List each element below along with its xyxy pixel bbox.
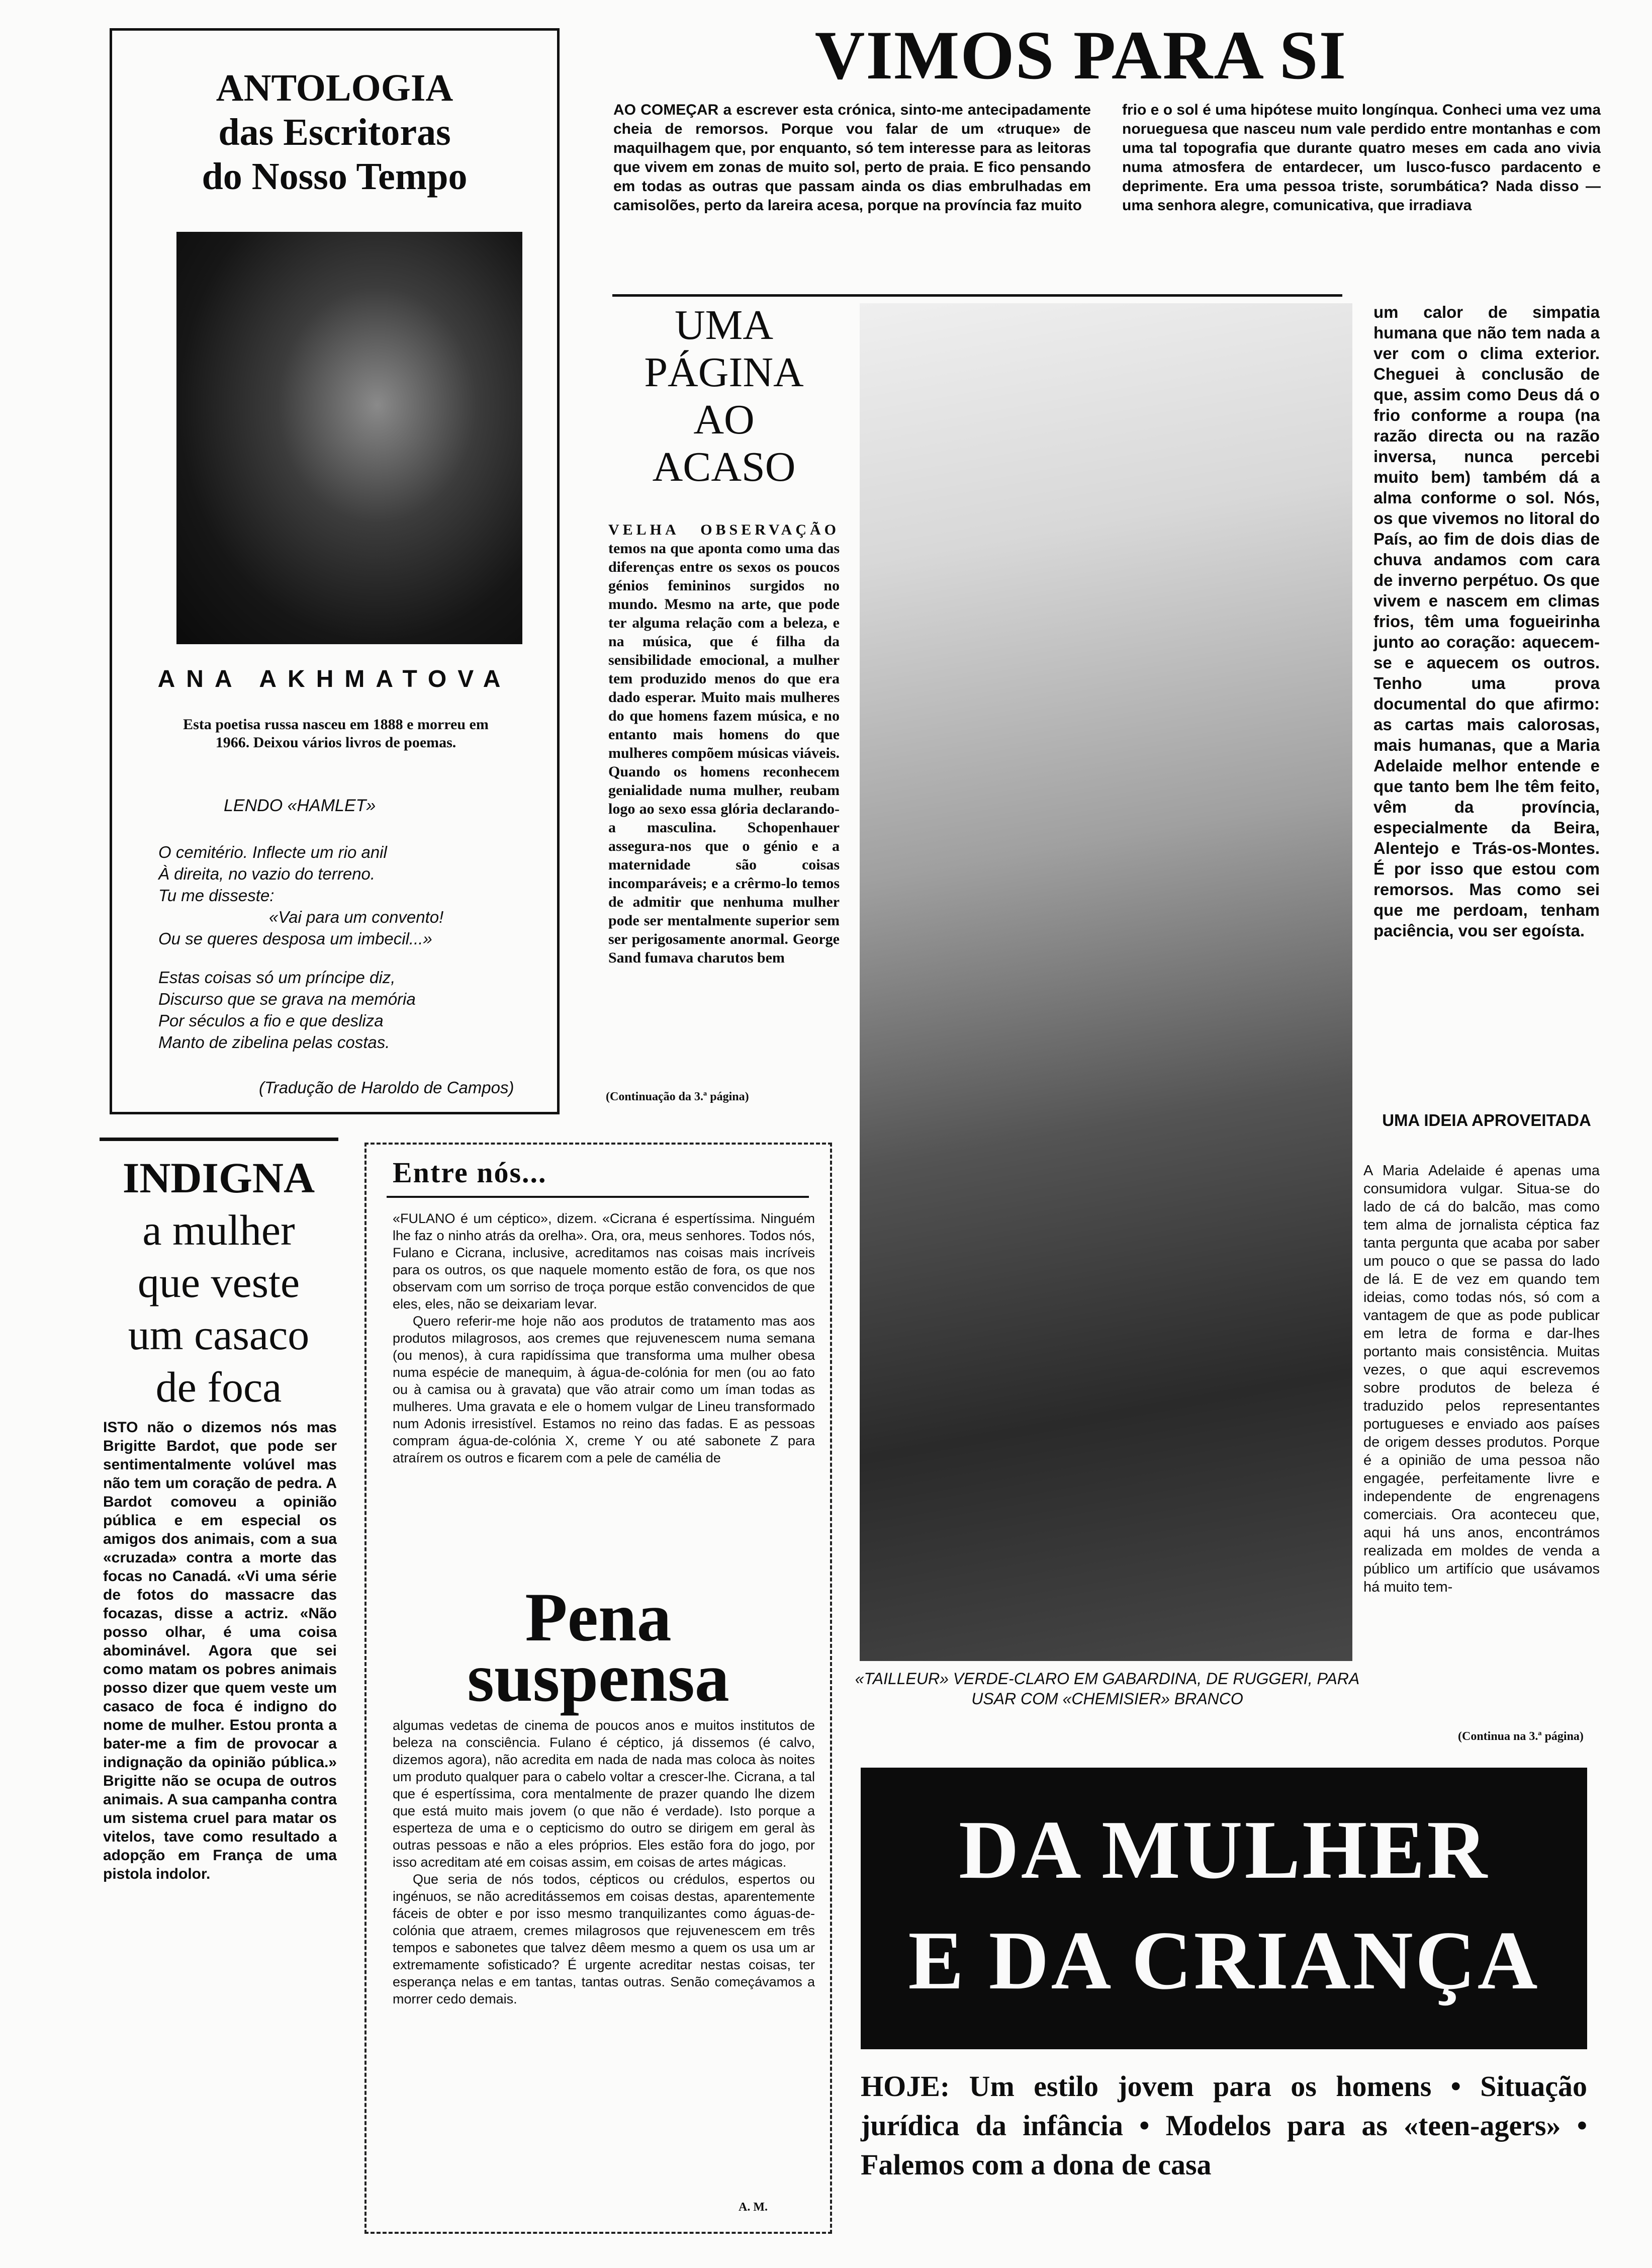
poem-line: O cemitério. Inflecte um rio anil: [158, 843, 387, 861]
poem: [158, 841, 520, 1053]
uma-pagina-title: [603, 302, 845, 491]
pena-line: suspensa: [467, 1639, 729, 1716]
author-name: ANA AKHMATOVA: [157, 666, 512, 692]
vimos-col1: AO COMEÇAR a escrever esta crónica, sinto-me antecipadamente cheia de remorsos. Porque vou falar de um «truque» de maquilhagem que, por enquanto, só tem interesse para as leitoras que vivem em zonas de muito sol, perto de praia. E fico pensando em todas as outras que passam ainda os dias embrulhadas em camisolões, perto da lareira acesa, porque na província faz muito: [613, 102, 1091, 214]
uma-pagina-title-line: PÁGINA: [644, 349, 804, 396]
fashion-photo: [860, 303, 1352, 1661]
indigna-text: ISTO não o dizemos nós mas Brigitte Bardot, que pode ser sentimentalmente volúvel mas não tem um coração de pedra. A Bardot comoveu a opinião pública e em especial os amigos dos animais, com a sua «cruzada» contra a morte das focas no Canadá. «Vi uma série de fotos do massacre das focazas, disse a actriz. «Não posso olhar, é uma coisa abominável. Agora que sei como matam os pobres animais posso dizer que quem veste um casaco de foca é indigno do nome de mulher. Estou pronta a bater-me a fim de provocar a indignação da opinião pública.» Brigitte não se ocupa de outros animais. A sua campanha contra um sistema cruel para matar os vitelos, tave como resultado a adopção em França de uma pistola indolor.: [103, 1419, 337, 1882]
poem-line: «Vai para um convento!: [269, 908, 444, 926]
antologia-title: [112, 66, 557, 199]
entre-nos-title: Entre nós...: [393, 1156, 547, 1189]
antologia-title-line: das Escritoras: [218, 111, 451, 153]
entre-nos-text-bottom: [393, 1717, 815, 2008]
entre-nos-para: Quero referir-me hoje não aos produtos de tratamento mas aos produtos milagrosos, aos cremes que rejuvenescem numa semana (ou menos), à cura rapidíssima que transforma uma mulher obesa numa espécie de manequim, à água-de-colónia for men (ou ao fato ou à camisa ou à gravata) que vão atrair como um íman todas as mulheres. Uma gravata e ele o homem vulgar de Lineu transformado num Adonis irresistível. Estamos no reino das fadas. E as pessoas compram água-de-colónia X, creme Y ou até sabonete Z para atraírem os outros e ficarem com a pele de camélia de: [393, 1314, 815, 1465]
poem-line: À direita, no vazio do terreno.: [158, 864, 376, 883]
indigna-title-line: de foca: [155, 1363, 282, 1411]
poem-line: Ou se queres desposa um imbecil...»: [158, 929, 432, 948]
antologia-title-line: ANTOLOGIA: [216, 67, 453, 109]
uma-pagina-body: temos na que aponta como uma das diferenças entre os sexos os poucos génios femininos surgidos no mundo. Mesmo na arte, que pode ter alguma relação com a beleza, e na música, que é filha da sensibilidade emocional, a mulher tem produzido menos do que era dado esperar. Muito mais mulheres do que homens fazem música, e no entanto mais homens do que mulheres compõem músicas viáveis. Quando os homens reconhecem genialidade numa mulher, reubam logo ao sexo essa glória declarando-a masculina. Schopenhauer assegura-nos que o génio e a maternidade são coisas incomparáveis; e a crêrmo-lo temos de admitir que nenhuma mulher pode ser mentalmente superior sem ser perigosamente anormal. George Sand fumava charutos bem: [608, 540, 840, 966]
indigna-title-line: um casaco: [128, 1311, 310, 1359]
indigna-title-line: que veste: [137, 1258, 300, 1306]
banner-line-2: E DA CRIANÇA: [908, 1914, 1540, 2007]
indigna-title: [96, 1152, 342, 1413]
section-rule: [612, 294, 1342, 297]
pena-line: Pena: [525, 1579, 672, 1655]
entre-nos-rule: [387, 1196, 809, 1198]
translation-credit: (Tradução de Haroldo de Campos): [259, 1078, 514, 1097]
antologia-title-line: do Nosso Tempo: [202, 155, 468, 198]
vimos-subhead: UMA IDEIA APROVEITADA: [1382, 1111, 1591, 1129]
indigna-rule: [100, 1138, 338, 1141]
banner-line-1: DA MULHER: [958, 1803, 1490, 1896]
vimos-col3: um calor de simpatia humana que não tem nada a ver com o clima exterior. Cheguei à conclusão de que, assim como Deus dá o frio conforme a roupa (na razão directa ou na razão inversa, nunca percebi muito bem) também dá a alma conforme o sol. Nós, os que vivemos no litoral do País, ao fim de dois dias de chuva andamos com cara de inverno perpétuo. Os que vivem e nascem em climas frios, têm uma fogueirinha junto ao coração: aquecem-se e aquecem os outros. Tenho uma prova documental do que afirmo: as cartas mais calorosas, mais humanas, que a Maria Adelaide melhor entende e que tanto bem lhe têm feito, vêm da província, especialmente da Beira, Alentejo e Trás-os-Montes. É por isso que estou com remorsos. Mas como sei que me perdoam, tenham paciência, vou ser egoísta.: [1373, 303, 1600, 940]
indigna-title-line: INDIGNA: [122, 1154, 315, 1202]
entre-nos-text-top: [393, 1210, 815, 1466]
poem-line: Por séculos a fio e que desliza: [158, 1011, 384, 1030]
hoje-summary: [861, 2067, 1587, 2185]
author-bio: Esta poetisa russa nasceu em 1888 e morreu em 1966. Deixou vários livros de poemas.: [183, 716, 489, 751]
hoje-text: Um estilo jovem para os homens • Situação jurídica da infância • Modelos para as «teen-agers» • Falemos com a dona de casa: [861, 2070, 1587, 2181]
vimos-col2: frio e o sol é uma hipótese muito longínqua. Conheci uma vez uma norueguesa que nasceu num vale perdido entre montanhas e com uma tal topografia que durante quatro meses em cada ano vivia numa atmosfera de entardecer, um lusco-fusco pardacento e deprimente. Era uma pessoa triste, sorumbática? Nada disso — uma senhora alegre, comunicativa, que irradiava: [1122, 102, 1601, 214]
poem-line: Discurso que se grava na memória: [158, 990, 416, 1008]
ana-akhmatova-portrait: [176, 232, 522, 644]
uma-pagina-title-line: ACASO: [652, 444, 796, 490]
vimos-continuation: (Continua na 3.ª página): [1458, 1730, 1584, 1743]
poem-line: Tu me disseste:: [158, 886, 274, 905]
poem-title: LENDO «HAMLET»: [224, 796, 376, 815]
antologia-box: [110, 28, 560, 1114]
entre-nos-signature: A. M.: [739, 2201, 768, 2214]
uma-pagina-title-line: AO: [693, 396, 755, 443]
poem-stanza-break: [158, 949, 520, 967]
hoje-label: HOJE:: [861, 2070, 950, 2103]
vimos-headline: VIMOS PARA SI: [814, 17, 1347, 94]
entre-nos-para: «FULANO é um céptico», dizem. «Cicrana é espertíssima. Ninguém lhe faz o ninho atrás da orelha». Ora, ora, meus senhores. Todos nós, Fulano e Cicrana, inclusive, acreditamos nas coisas mais incríveis para os outros, os que naquele momento estão de fora, os que nos observam com um sorriso de troça porque estão convencidos de que eles, eles, não se deixariam levar.: [393, 1211, 815, 1312]
entre-nos-para: algumas vedetas de cinema de poucos anos e muitos institutos de beleza na consciência. Fulano é céptico, já dissemos (é calvo, dizemos agora), não acredita em nada de nada mas coloca às noites um produto qualquer para o cabelo voltar a crescer-lhe. Cicrana, a tal que é espertíssima, cora mentalmente de prazer quando lhe dizem que está muito mais jovem (o que não é verdade). Isto porque a esperteza de uma e o cepticismo do outro se dirigem em geral às outras pessoas e não a eles próprios. Eles estão fora do jogo, por isso acreditam até em coisas assim, em coisas de artes mágicas.: [393, 1718, 815, 1870]
indigna-title-line: a mulher: [142, 1206, 295, 1254]
poem-line: Estas coisas só um príncipe diz,: [158, 968, 396, 987]
entre-nos-box: [364, 1143, 832, 2234]
uma-pagina-continuation: (Continuação da 3.ª página): [606, 1090, 749, 1103]
da-mulher-banner: [861, 1768, 1587, 2049]
pena-suspensa-headline: [366, 1579, 830, 1716]
uma-pagina-lead: VELHA OBSERVAÇÃO: [608, 521, 840, 538]
vimos-col3-cont: A Maria Adelaide é apenas uma consumidora vulgar. Situa-se do lado de cá do balcão, mas como tem alma de jornalista céptica faz tanta pergunta que acaba por saber um pouco o que se passa do lado de lá. E de vez em quando tem ideias, como todas nós, só com a vantagem de que as pode publicar em letra de forma e dar-lhes portanto mais consistência. Muitas vezes, o que aqui escrevemos sobre produtos de beleza é traduzido pelos representantes portugueses e enviado aos países de origem desses produtos. Porque é a opinião de uma pessoa não engagée, perfeitamente livre e independente de engrenagens comerciais. Ora aconteceu que, aqui há uns anos, encontrámos realizada em moldes de venda a público um artifício que usávamos há muito tem-: [1363, 1163, 1600, 1595]
uma-pagina-text: [608, 520, 840, 967]
poem-line: Manto de zibelina pelas costas.: [158, 1033, 390, 1052]
photo-caption: «TAILLEUR» VERDE-CLARO EM GABARDINA, DE RUGGERI, PARA USAR COM «CHEMISIER» BRANCO: [855, 1670, 1360, 1708]
entre-nos-para: Que seria de nós todos, cépticos ou crédulos, espertos ou ingénuos, se não acreditássemos em coisas destas, aparentemente fáceis de obter e por isso mesmo tranquilizantes como águas-de-colónia que atraem, cremes milagrosos que rejuvenescem em três tempos e sabonetes que talvez dêem mesmo a quem os usa um ar extremamente sofisticado? É urgente acreditar nestas coisas, ter esperança nelas e em tantas, tantas outras. Senão começávamos a morrer cedo demais.: [393, 1872, 815, 2007]
uma-pagina-title-line: UMA: [674, 302, 773, 348]
